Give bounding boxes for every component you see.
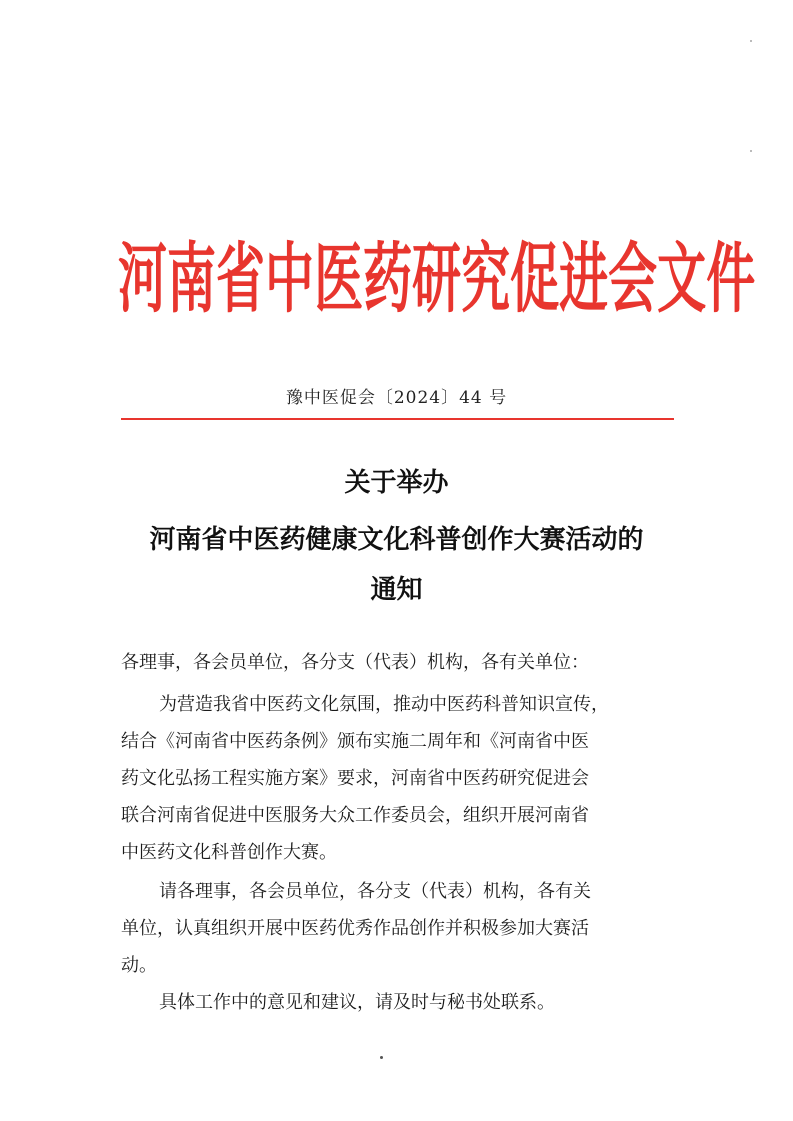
paragraph-line: 结合《河南省中医药条例》颁布实施二周年和《河南省中医 — [121, 731, 589, 752]
paragraph-line: 联合河南省促进中医服务大众工作委员会，组织开展河南省 — [121, 805, 589, 826]
scan-dot — [380, 1056, 383, 1059]
masthead-char: 件 — [706, 235, 756, 324]
masthead-char: 南 — [167, 235, 217, 324]
scan-mark — [750, 40, 752, 42]
masthead-char: 促 — [510, 235, 560, 324]
masthead-char: 省 — [216, 235, 266, 324]
paragraph-line: 药文化弘扬工程实施方案》要求，河南省中医药研究促进会 — [121, 768, 589, 789]
paragraph-3 — [121, 988, 681, 1018]
red-divider-line — [121, 418, 674, 420]
paragraph-line: 中医药文化科普创作大赛。 — [121, 842, 337, 863]
document-title-line-1: 关于举办 — [344, 468, 449, 498]
paragraph-line: 动。 — [121, 955, 157, 976]
paragraph-1 — [121, 686, 681, 871]
document-number: 豫中医促会〔2024〕44 号 — [285, 388, 508, 408]
salutation: 各理事，各会员单位，各分支（代表）机构，各有关单位： — [121, 652, 589, 673]
scan-mark — [750, 150, 752, 152]
masthead-char: 进 — [559, 235, 609, 324]
paragraph-line: 具体工作中的意见和建议，请及时与秘书处联系。 — [159, 992, 555, 1013]
masthead-char: 医 — [314, 235, 364, 324]
masthead-title — [118, 206, 756, 355]
document-title-line-3: 通知 — [370, 575, 423, 605]
masthead-char: 会 — [608, 235, 658, 324]
paragraph-line: 请各理事，各会员单位，各分支（代表）机构，各有关 — [159, 881, 591, 902]
paragraph-line: 为营造我省中医药文化氛围，推动中医药科普知识宣传， — [159, 694, 609, 715]
paragraph-2 — [121, 873, 681, 984]
paragraph-line: 单位，认真组织开展中医药优秀作品创作并积极参加大赛活 — [121, 918, 589, 939]
masthead-char: 究 — [461, 235, 511, 324]
document-title-line-2: 河南省中医药健康文化科普创作大赛活动的 — [149, 525, 644, 555]
masthead-char: 药 — [363, 235, 413, 324]
masthead-char: 中 — [265, 235, 315, 324]
masthead-char: 河 — [118, 235, 168, 324]
masthead-char: 研 — [412, 235, 462, 324]
masthead-char: 文 — [657, 235, 707, 324]
